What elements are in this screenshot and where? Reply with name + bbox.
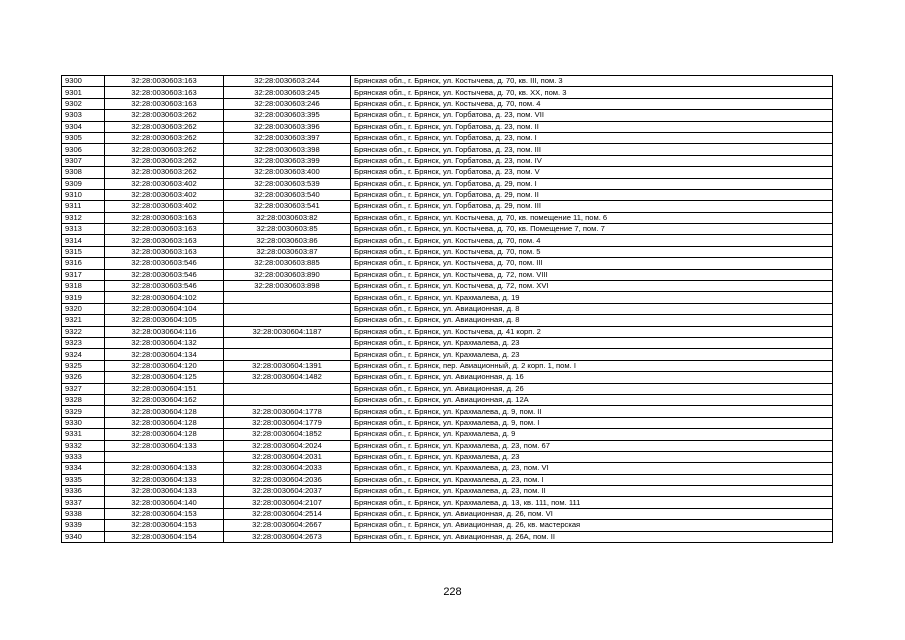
address-cell: Брянская обл., г. Брянск, ул. Авиационная, д. 16	[351, 372, 833, 383]
row-number-cell: 9325	[62, 360, 105, 371]
object-cadastral-number-cell: 32:28:0030603:540	[224, 189, 351, 200]
table-row	[62, 349, 833, 360]
object-cadastral-number-cell: 32:28:0030603:400	[224, 167, 351, 178]
address-cell: Брянская обл., г. Брянск, ул. Горбатова, д. 23, пом. I	[351, 132, 833, 143]
parcel-cadastral-number-cell: 32:28:0030603:262	[105, 110, 224, 121]
parcel-cadastral-number-cell: 32:28:0030604:153	[105, 520, 224, 531]
parcel-cadastral-number-cell: 32:28:0030603:402	[105, 201, 224, 212]
parcel-cadastral-number-cell: 32:28:0030604:128	[105, 417, 224, 428]
row-number-cell: 9328	[62, 394, 105, 405]
object-cadastral-number-cell: 32:28:0030604:1852	[224, 429, 351, 440]
row-number-cell: 9315	[62, 246, 105, 257]
row-number-cell: 9304	[62, 121, 105, 132]
table-row	[62, 520, 833, 531]
row-number-cell: 9302	[62, 98, 105, 109]
object-cadastral-number-cell: 32:28:0030603:397	[224, 132, 351, 143]
address-cell: Брянская обл., г. Брянск, ул. Крахмалева, д. 23, пом. 67	[351, 440, 833, 451]
table-row	[62, 531, 833, 542]
table-row	[62, 451, 833, 462]
address-cell: Брянская обл., г. Брянск, ул. Костычева, д. 70, кв. III, пом. 3	[351, 76, 833, 87]
parcel-cadastral-number-cell: 32:28:0030603:546	[105, 258, 224, 269]
object-cadastral-number-cell: 32:28:0030603:541	[224, 201, 351, 212]
row-number-cell: 9307	[62, 155, 105, 166]
page-number: 228	[443, 586, 462, 598]
row-number-cell: 9316	[62, 258, 105, 269]
object-cadastral-number-cell: 32:28:0030603:398	[224, 144, 351, 155]
parcel-cadastral-number-cell: 32:28:0030604:134	[105, 349, 224, 360]
row-number-cell: 9309	[62, 178, 105, 189]
address-cell: Брянская обл., г. Брянск, пер. Авиационный, д. 2 корп. 1, пом. I	[351, 360, 833, 371]
object-cadastral-number-cell: 32:28:0030603:890	[224, 269, 351, 280]
parcel-cadastral-number-cell: 32:28:0030604:151	[105, 383, 224, 394]
table-row	[62, 224, 833, 235]
table-row	[62, 121, 833, 132]
table-row	[62, 155, 833, 166]
address-cell: Брянская обл., г. Брянск, ул. Крахмалева, д. 23	[351, 451, 833, 462]
table-row	[62, 110, 833, 121]
address-cell: Брянская обл., г. Брянск, ул. Костычева, д. 72, пом. VIII	[351, 269, 833, 280]
table-row	[62, 372, 833, 383]
table-row	[62, 429, 833, 440]
table-row	[62, 303, 833, 314]
parcel-cadastral-number-cell: 32:28:0030603:402	[105, 178, 224, 189]
address-cell: Брянская обл., г. Брянск, ул. Костычева, д. 70, пом. III	[351, 258, 833, 269]
parcel-cadastral-number-cell: 32:28:0030604:120	[105, 360, 224, 371]
row-number-cell: 9311	[62, 201, 105, 212]
table-row	[62, 201, 833, 212]
address-cell: Брянская обл., г. Брянск, ул. Крахмалева, д. 23	[351, 349, 833, 360]
parcel-cadastral-number-cell: 32:28:0030604:133	[105, 463, 224, 474]
object-cadastral-number-cell: 32:28:0030603:396	[224, 121, 351, 132]
object-cadastral-number-cell: 32:28:0030604:1187	[224, 326, 351, 337]
row-number-cell: 9329	[62, 406, 105, 417]
object-cadastral-number-cell	[224, 383, 351, 394]
row-number-cell: 9313	[62, 224, 105, 235]
table-row	[62, 497, 833, 508]
parcel-cadastral-number-cell: 32:28:0030604:104	[105, 303, 224, 314]
object-cadastral-number-cell: 32:28:0030604:1391	[224, 360, 351, 371]
address-cell: Брянская обл., г. Брянск, ул. Костычева, д. 70, пом. 4	[351, 235, 833, 246]
object-cadastral-number-cell: 32:28:0030603:245	[224, 87, 351, 98]
object-cadastral-number-cell	[224, 394, 351, 405]
address-cell: Брянская обл., г. Брянск, ул. Авиационная, д. 26, пом. VI	[351, 508, 833, 519]
table-row	[62, 178, 833, 189]
object-cadastral-number-cell: 32:28:0030603:246	[224, 98, 351, 109]
table-row	[62, 315, 833, 326]
parcel-cadastral-number-cell: 32:28:0030603:163	[105, 87, 224, 98]
row-number-cell: 9326	[62, 372, 105, 383]
object-cadastral-number-cell: 32:28:0030604:1778	[224, 406, 351, 417]
parcel-cadastral-number-cell: 32:28:0030604:133	[105, 440, 224, 451]
table-row	[62, 406, 833, 417]
parcel-cadastral-number-cell: 32:28:0030603:546	[105, 281, 224, 292]
row-number-cell: 9338	[62, 508, 105, 519]
object-cadastral-number-cell: 32:28:0030603:898	[224, 281, 351, 292]
table-row	[62, 337, 833, 348]
object-cadastral-number-cell: 32:28:0030603:87	[224, 246, 351, 257]
object-cadastral-number-cell: 32:28:0030604:2033	[224, 463, 351, 474]
object-cadastral-number-cell: 32:28:0030603:85	[224, 224, 351, 235]
table-row	[62, 132, 833, 143]
table-row	[62, 463, 833, 474]
row-number-cell: 9301	[62, 87, 105, 98]
row-number-cell: 9331	[62, 429, 105, 440]
parcel-cadastral-number-cell: 32:28:0030604:133	[105, 474, 224, 485]
object-cadastral-number-cell	[224, 349, 351, 360]
address-cell: Брянская обл., г. Брянск, ул. Авиационная, д. 26А, пом. II	[351, 531, 833, 542]
parcel-cadastral-number-cell: 32:28:0030604:116	[105, 326, 224, 337]
address-cell: Брянская обл., г. Брянск, ул. Костычева, д. 70, кв. Помещение 7, пом. 7	[351, 224, 833, 235]
object-cadastral-number-cell	[224, 303, 351, 314]
address-cell: Брянская обл., г. Брянск, ул. Крахмалева, д. 13, кв. 111, пом. 111	[351, 497, 833, 508]
parcel-cadastral-number-cell: 32:28:0030604:102	[105, 292, 224, 303]
records-table	[61, 75, 833, 543]
object-cadastral-number-cell: 32:28:0030604:2024	[224, 440, 351, 451]
address-cell: Брянская обл., г. Брянск, ул. Крахмалева, д. 9, пом. II	[351, 406, 833, 417]
table-row	[62, 417, 833, 428]
row-number-cell: 9334	[62, 463, 105, 474]
address-cell: Брянская обл., г. Брянск, ул. Авиационная, д. 8	[351, 303, 833, 314]
object-cadastral-number-cell: 32:28:0030604:1779	[224, 417, 351, 428]
object-cadastral-number-cell: 32:28:0030603:885	[224, 258, 351, 269]
row-number-cell: 9323	[62, 337, 105, 348]
row-number-cell: 9319	[62, 292, 105, 303]
address-cell: Брянская обл., г. Брянск, ул. Горбатова, д. 29, пом. II	[351, 189, 833, 200]
object-cadastral-number-cell: 32:28:0030604:2667	[224, 520, 351, 531]
object-cadastral-number-cell: 32:28:0030603:86	[224, 235, 351, 246]
address-cell: Брянская обл., г. Брянск, ул. Горбатова, д. 29, пом. I	[351, 178, 833, 189]
parcel-cadastral-number-cell: 32:28:0030603:262	[105, 144, 224, 155]
parcel-cadastral-number-cell: 32:28:0030603:546	[105, 269, 224, 280]
row-number-cell: 9336	[62, 486, 105, 497]
object-cadastral-number-cell: 32:28:0030604:2036	[224, 474, 351, 485]
object-cadastral-number-cell	[224, 292, 351, 303]
object-cadastral-number-cell: 32:28:0030603:395	[224, 110, 351, 121]
address-cell: Брянская обл., г. Брянск, ул. Крахмалева, д. 23, пом. VI	[351, 463, 833, 474]
parcel-cadastral-number-cell: 32:28:0030603:262	[105, 121, 224, 132]
table-row	[62, 474, 833, 485]
address-cell: Брянская обл., г. Брянск, ул. Горбатова, д. 23, пом. V	[351, 167, 833, 178]
row-number-cell: 9321	[62, 315, 105, 326]
table-row	[62, 360, 833, 371]
row-number-cell: 9332	[62, 440, 105, 451]
parcel-cadastral-number-cell: 32:28:0030604:105	[105, 315, 224, 326]
parcel-cadastral-number-cell: 32:28:0030604:162	[105, 394, 224, 405]
row-number-cell: 9300	[62, 76, 105, 87]
table-row	[62, 440, 833, 451]
address-cell: Брянская обл., г. Брянск, ул. Костычева, д. 72, пом. XVI	[351, 281, 833, 292]
address-cell: Брянская обл., г. Брянск, ул. Костычева, д. 70, кв. XX, пом. 3	[351, 87, 833, 98]
address-cell: Брянская обл., г. Брянск, ул. Костычева, д. 70, кв. помещение 11, пом. 6	[351, 212, 833, 223]
parcel-cadastral-number-cell: 32:28:0030604:132	[105, 337, 224, 348]
table-row	[62, 281, 833, 292]
table-row	[62, 508, 833, 519]
row-number-cell: 9320	[62, 303, 105, 314]
row-number-cell: 9335	[62, 474, 105, 485]
address-cell: Брянская обл., г. Брянск, ул. Крахмалева, д. 9, пом. I	[351, 417, 833, 428]
row-number-cell: 9337	[62, 497, 105, 508]
object-cadastral-number-cell: 32:28:0030604:2107	[224, 497, 351, 508]
records-table-body	[62, 76, 833, 543]
parcel-cadastral-number-cell: 32:28:0030604:153	[105, 508, 224, 519]
row-number-cell: 9339	[62, 520, 105, 531]
table-row	[62, 76, 833, 87]
parcel-cadastral-number-cell: 32:28:0030603:163	[105, 76, 224, 87]
parcel-cadastral-number-cell: 32:28:0030604:140	[105, 497, 224, 508]
row-number-cell: 9330	[62, 417, 105, 428]
address-cell: Брянская обл., г. Брянск, ул. Костычева, д. 70, пом. 4	[351, 98, 833, 109]
parcel-cadastral-number-cell: 32:28:0030603:163	[105, 235, 224, 246]
row-number-cell: 9324	[62, 349, 105, 360]
row-number-cell: 9317	[62, 269, 105, 280]
object-cadastral-number-cell: 32:28:0030603:539	[224, 178, 351, 189]
address-cell: Брянская обл., г. Брянск, ул. Авиационная, д. 8	[351, 315, 833, 326]
table-row	[62, 98, 833, 109]
object-cadastral-number-cell	[224, 315, 351, 326]
parcel-cadastral-number-cell: 32:28:0030603:163	[105, 212, 224, 223]
parcel-cadastral-number-cell: 32:28:0030603:163	[105, 246, 224, 257]
row-number-cell: 9306	[62, 144, 105, 155]
table-row	[62, 326, 833, 337]
address-cell: Брянская обл., г. Брянск, ул. Горбатова, д. 23, пом. VII	[351, 110, 833, 121]
table-row	[62, 246, 833, 257]
address-cell: Брянская обл., г. Брянск, ул. Авиационная, д. 26, кв. мастерская	[351, 520, 833, 531]
row-number-cell: 9305	[62, 132, 105, 143]
table-row	[62, 189, 833, 200]
parcel-cadastral-number-cell: 32:28:0030604:125	[105, 372, 224, 383]
address-cell: Брянская обл., г. Брянск, ул. Крахмалева, д. 9	[351, 429, 833, 440]
parcel-cadastral-number-cell: 32:28:0030604:128	[105, 406, 224, 417]
row-number-cell: 9318	[62, 281, 105, 292]
parcel-cadastral-number-cell: 32:28:0030603:402	[105, 189, 224, 200]
parcel-cadastral-number-cell: 32:28:0030603:163	[105, 224, 224, 235]
table-row	[62, 212, 833, 223]
object-cadastral-number-cell: 32:28:0030604:2514	[224, 508, 351, 519]
table-row	[62, 87, 833, 98]
address-cell: Брянская обл., г. Брянск, ул. Костычева, д. 41 корп. 2	[351, 326, 833, 337]
parcel-cadastral-number-cell: 32:28:0030604:128	[105, 429, 224, 440]
table-row	[62, 167, 833, 178]
row-number-cell: 9303	[62, 110, 105, 121]
row-number-cell: 9322	[62, 326, 105, 337]
row-number-cell: 9327	[62, 383, 105, 394]
address-cell: Брянская обл., г. Брянск, ул. Крахмалева, д. 23, пом. I	[351, 474, 833, 485]
object-cadastral-number-cell: 32:28:0030604:2673	[224, 531, 351, 542]
address-cell: Брянская обл., г. Брянск, ул. Крахмалева, д. 23, пом. II	[351, 486, 833, 497]
parcel-cadastral-number-cell: 32:28:0030603:262	[105, 132, 224, 143]
table-row	[62, 144, 833, 155]
parcel-cadastral-number-cell: 32:28:0030603:163	[105, 98, 224, 109]
parcel-cadastral-number-cell	[105, 451, 224, 462]
table-row	[62, 394, 833, 405]
table-row	[62, 269, 833, 280]
address-cell: Брянская обл., г. Брянск, ул. Крахмалева, д. 19	[351, 292, 833, 303]
address-cell: Брянская обл., г. Брянск, ул. Горбатова, д. 29, пом. III	[351, 201, 833, 212]
address-cell: Брянская обл., г. Брянск, ул. Авиационная, д. 26	[351, 383, 833, 394]
address-cell: Брянская обл., г. Брянск, ул. Крахмалева, д. 23	[351, 337, 833, 348]
table-row	[62, 235, 833, 246]
address-cell: Брянская обл., г. Брянск, ул. Горбатова, д. 23, пом. III	[351, 144, 833, 155]
parcel-cadastral-number-cell: 32:28:0030603:262	[105, 155, 224, 166]
row-number-cell: 9314	[62, 235, 105, 246]
parcel-cadastral-number-cell: 32:28:0030604:133	[105, 486, 224, 497]
object-cadastral-number-cell: 32:28:0030603:244	[224, 76, 351, 87]
object-cadastral-number-cell: 32:28:0030604:2037	[224, 486, 351, 497]
row-number-cell: 9312	[62, 212, 105, 223]
address-cell: Брянская обл., г. Брянск, ул. Горбатова, д. 23, пом. II	[351, 121, 833, 132]
address-cell: Брянская обл., г. Брянск, ул. Костычева, д. 70, пом. 5	[351, 246, 833, 257]
object-cadastral-number-cell: 32:28:0030604:2031	[224, 451, 351, 462]
object-cadastral-number-cell: 32:28:0030603:399	[224, 155, 351, 166]
address-cell: Брянская обл., г. Брянск, ул. Горбатова, д. 23, пом. IV	[351, 155, 833, 166]
row-number-cell: 9333	[62, 451, 105, 462]
table-row	[62, 258, 833, 269]
row-number-cell: 9340	[62, 531, 105, 542]
parcel-cadastral-number-cell: 32:28:0030603:262	[105, 167, 224, 178]
table-row	[62, 383, 833, 394]
row-number-cell: 9310	[62, 189, 105, 200]
address-cell: Брянская обл., г. Брянск, ул. Авиационная, д. 12А	[351, 394, 833, 405]
table-row	[62, 486, 833, 497]
object-cadastral-number-cell: 32:28:0030603:82	[224, 212, 351, 223]
table-row	[62, 292, 833, 303]
row-number-cell: 9308	[62, 167, 105, 178]
object-cadastral-number-cell	[224, 337, 351, 348]
object-cadastral-number-cell: 32:28:0030604:1482	[224, 372, 351, 383]
parcel-cadastral-number-cell: 32:28:0030604:154	[105, 531, 224, 542]
